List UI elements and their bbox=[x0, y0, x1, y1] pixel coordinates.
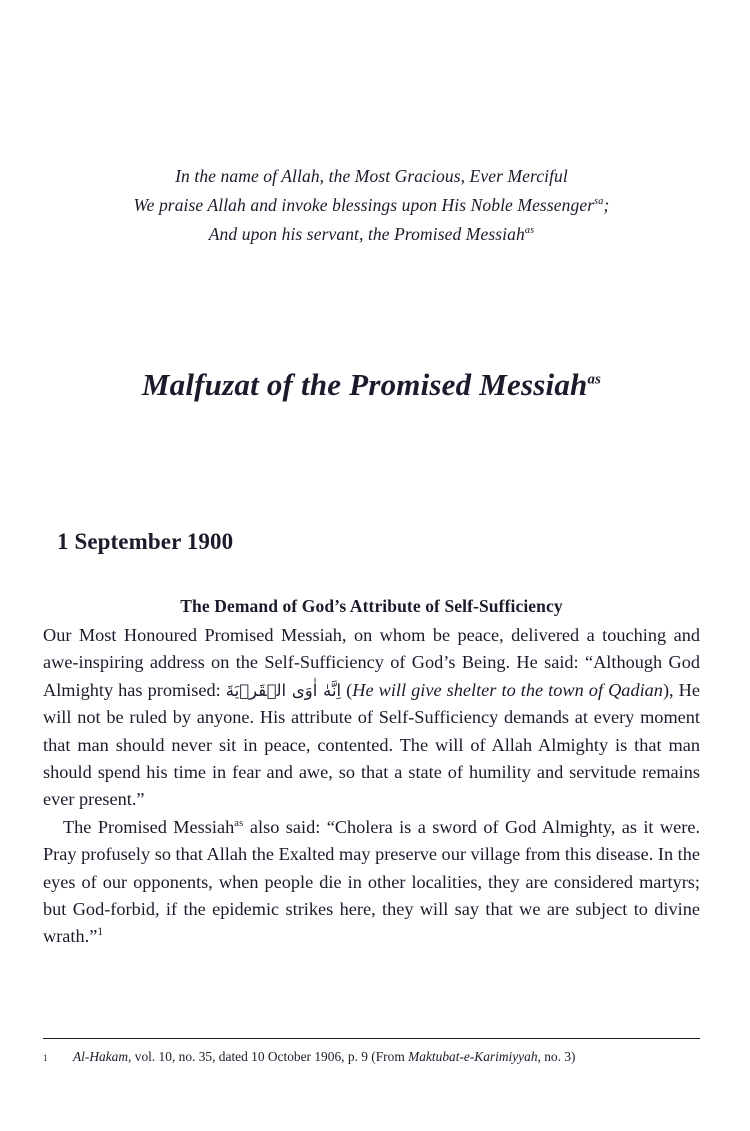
epigraph-line-2 bbox=[43, 191, 700, 220]
paragraph-1-part-1: Our Most Honoured Promised Messiah, on whom be peace, delivered a touching and awe-inspiring address on the Self-Sufficiency of God’s Being. He said: “Although God Almighty has promised: bbox=[43, 625, 700, 700]
epigraph-line-1: In the name of Allah, the Most Gracious, Ever Merciful bbox=[175, 166, 568, 186]
paragraph-1 bbox=[43, 622, 700, 814]
paragraph-1-translation: He will give shelter to the town of Qadian bbox=[352, 679, 663, 700]
epigraph-line-3-superscript: as bbox=[524, 225, 535, 237]
paragraph-2-part-1: The Promised Messiah bbox=[63, 816, 235, 837]
page-title bbox=[43, 365, 700, 405]
date-heading: 1 September 1900 bbox=[57, 529, 234, 555]
footnote-middle: , vol. 10, no. 35, dated 10 October 1906, p. 9 (From bbox=[128, 1049, 409, 1064]
epigraph bbox=[43, 162, 700, 249]
epigraph-line-3 bbox=[43, 220, 700, 249]
page-title-text: Malfuzat of the Promised Messiah bbox=[141, 366, 588, 402]
paragraph-2-superscript: as bbox=[234, 817, 244, 829]
paragraph-1-paren-open: ( bbox=[341, 679, 353, 700]
arabic-quotation: اِنَّهٰ اٰوَى الۡقَرۡيَةَ bbox=[225, 680, 342, 700]
footnote-text bbox=[73, 1048, 700, 1066]
epigraph-line-2-tail: ; bbox=[603, 195, 610, 215]
section-subheading: The Demand of God’s Attribute of Self-Sufficiency bbox=[180, 595, 563, 616]
epigraph-line-2-text: We praise Allah and invoke blessings upon His Noble Messenger bbox=[133, 195, 595, 215]
footnote-tail: , no. 3) bbox=[537, 1049, 576, 1064]
footnote-marker: 1 bbox=[43, 1053, 48, 1063]
epigraph-line-3-text: And upon his servant, the Promised Messiah bbox=[208, 224, 525, 244]
paragraph-2 bbox=[43, 814, 700, 951]
footnote-separator-rule bbox=[43, 1038, 700, 1039]
paragraph-1-part-3: ), He will not be ruled by anyone. His attribute of Self-Sufficiency demands at every moment that man should never sit in peace, contented. The will of Allah Almighty is that man should spend his time in fear and awe, so that a state of humility and servitude remains ever present.” bbox=[43, 679, 700, 810]
body-text bbox=[43, 622, 700, 951]
footnote-source-title: Al-Hakam bbox=[73, 1049, 129, 1064]
epigraph-line-2-superscript: sa bbox=[594, 196, 604, 208]
page-title-superscript: as bbox=[587, 371, 602, 388]
paragraph-2-part-2: also said: “Cholera is a sword of God Almighty, as it were. Pray profusely so that Allah the Exalted may preserve our village from this disease. In the eyes of our opponents, when people die in other localities, they are considered martyrs; but God-forbid, if the epidemic strikes here, they will say that we are subject to divine wrath.” bbox=[43, 816, 701, 947]
footnote bbox=[43, 1048, 700, 1067]
footnote-work-title: Maktubat-e-Karimiyyah bbox=[408, 1049, 538, 1064]
footnote-reference[interactable]: 1 bbox=[97, 926, 103, 939]
footnote-area bbox=[43, 1038, 700, 1067]
